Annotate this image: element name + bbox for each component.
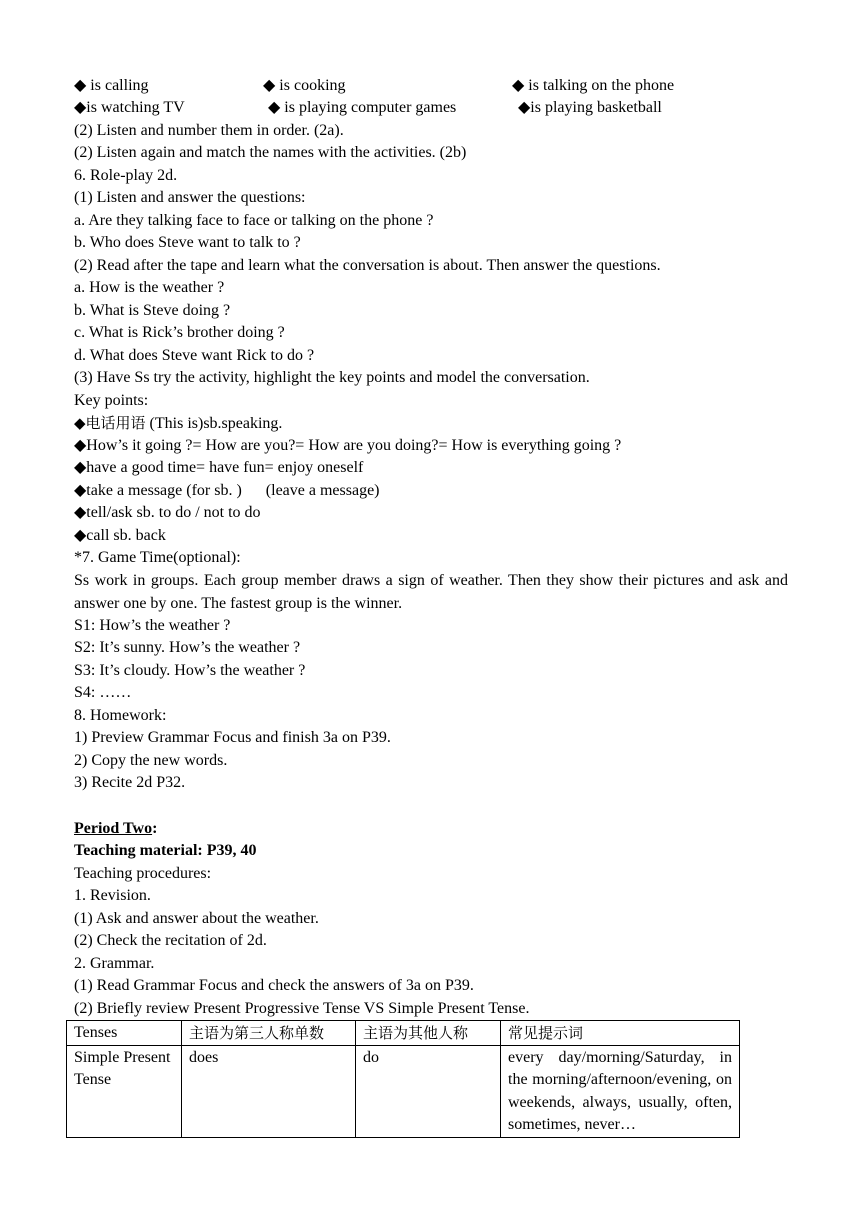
key-point: ◆take a message (for sb. ) (leave a message)	[74, 482, 380, 499]
text-line: (2) Check the recitation of 2d.	[74, 932, 267, 949]
table-row	[67, 1045, 740, 1137]
text-line: (3) Have Ss try the activity, highlight the key points and model the conversation.	[74, 369, 590, 386]
text-line: (2) Listen again and match the names with the activities. (2b)	[74, 144, 467, 161]
table-header-cell: Tenses	[67, 1021, 182, 1046]
text-line: (2) Listen and number them in order. (2a).	[74, 122, 344, 139]
key-point: ◆call sb. back	[74, 527, 166, 544]
period-title: Period Two:	[74, 820, 158, 837]
section-heading: 2. Grammar.	[74, 955, 155, 972]
activity-option: ◆is watching TV	[74, 99, 185, 116]
teaching-material: Teaching material: P39, 40	[74, 842, 257, 859]
question-line: a. Are they talking face to face or talking on the phone ?	[74, 212, 434, 229]
text-line: (1) Read Grammar Focus and check the answers of 3a on P39.	[74, 977, 474, 994]
game-paragraph: Ss work in groups. Each group member draws a sign of weather. Then they show their pictures and ask and answer one by one. The fastest group is the winner.	[74, 572, 788, 612]
table-cell: do	[356, 1045, 501, 1137]
key-point: ◆have a good time= have fun= enjoy oneself	[74, 459, 364, 476]
section-heading: 6. Role-play 2d.	[74, 167, 178, 184]
dialogue-line: S1: How’s the weather ?	[74, 617, 231, 634]
table-header-cell: 常见提示词	[501, 1021, 740, 1046]
tenses-table	[66, 1020, 740, 1138]
section-heading: 1. Revision.	[74, 887, 151, 904]
key-point-en: (This is)sb.speaking.	[145, 415, 283, 432]
question-line: d. What does Steve want Rick to do ?	[74, 347, 315, 364]
key-point	[74, 412, 282, 435]
activity-option: ◆is playing basketball	[518, 99, 662, 116]
table-cell: every day/morning/Saturday, in the morning/afternoon/evening, on weekends, always, usually, often, sometimes, never…	[501, 1045, 740, 1137]
homework-item: 1) Preview Grammar Focus and finish 3a on P39.	[74, 729, 391, 746]
activity-option: ◆ is cooking	[263, 77, 346, 94]
table-cell: does	[182, 1045, 356, 1137]
question-line: c. What is Rick’s brother doing ?	[74, 324, 285, 341]
text-line: (2) Read after the tape and learn what the conversation is about. Then answer the questions.	[74, 257, 661, 274]
activity-option: ◆ is playing computer games	[268, 99, 457, 116]
question-line: a. How is the weather ?	[74, 279, 225, 296]
section-heading: *7. Game Time(optional):	[74, 549, 241, 566]
text-line: (1) Listen and answer the questions:	[74, 189, 306, 206]
table-header-cell: 主语为其他人称	[356, 1021, 501, 1046]
table-header-cell: 主语为第三人称单数	[182, 1021, 356, 1046]
activity-option: ◆ is talking on the phone	[512, 77, 675, 94]
section-heading: 8. Homework:	[74, 707, 167, 724]
homework-item: 3) Recite 2d P32.	[74, 774, 186, 791]
question-line: b. Who does Steve want to talk to ?	[74, 234, 301, 251]
activity-option: ◆ is calling	[74, 77, 149, 94]
key-point: ◆tell/ask sb. to do / not to do	[74, 504, 261, 521]
text-line: Teaching procedures:	[74, 865, 212, 882]
table-cell: Simple Present Tense	[67, 1045, 182, 1137]
dialogue-line: S2: It’s sunny. How’s the weather ?	[74, 639, 301, 656]
key-point-cn: ◆电话用语	[74, 414, 146, 432]
key-points-heading: Key points:	[74, 392, 149, 409]
text-line: (2) Briefly review Present Progressive Tense VS Simple Present Tense.	[74, 1000, 530, 1017]
key-point: ◆How’s it going ?= How are you?= How are you doing?= How is everything going ?	[74, 437, 622, 454]
dialogue-line: S3: It’s cloudy. How’s the weather ?	[74, 662, 306, 679]
homework-item: 2) Copy the new words.	[74, 752, 228, 769]
dialogue-line: S4: ……	[74, 684, 132, 701]
table-header-row	[67, 1021, 740, 1046]
text-line: (1) Ask and answer about the weather.	[74, 910, 319, 927]
question-line: b. What is Steve doing ?	[74, 302, 231, 319]
